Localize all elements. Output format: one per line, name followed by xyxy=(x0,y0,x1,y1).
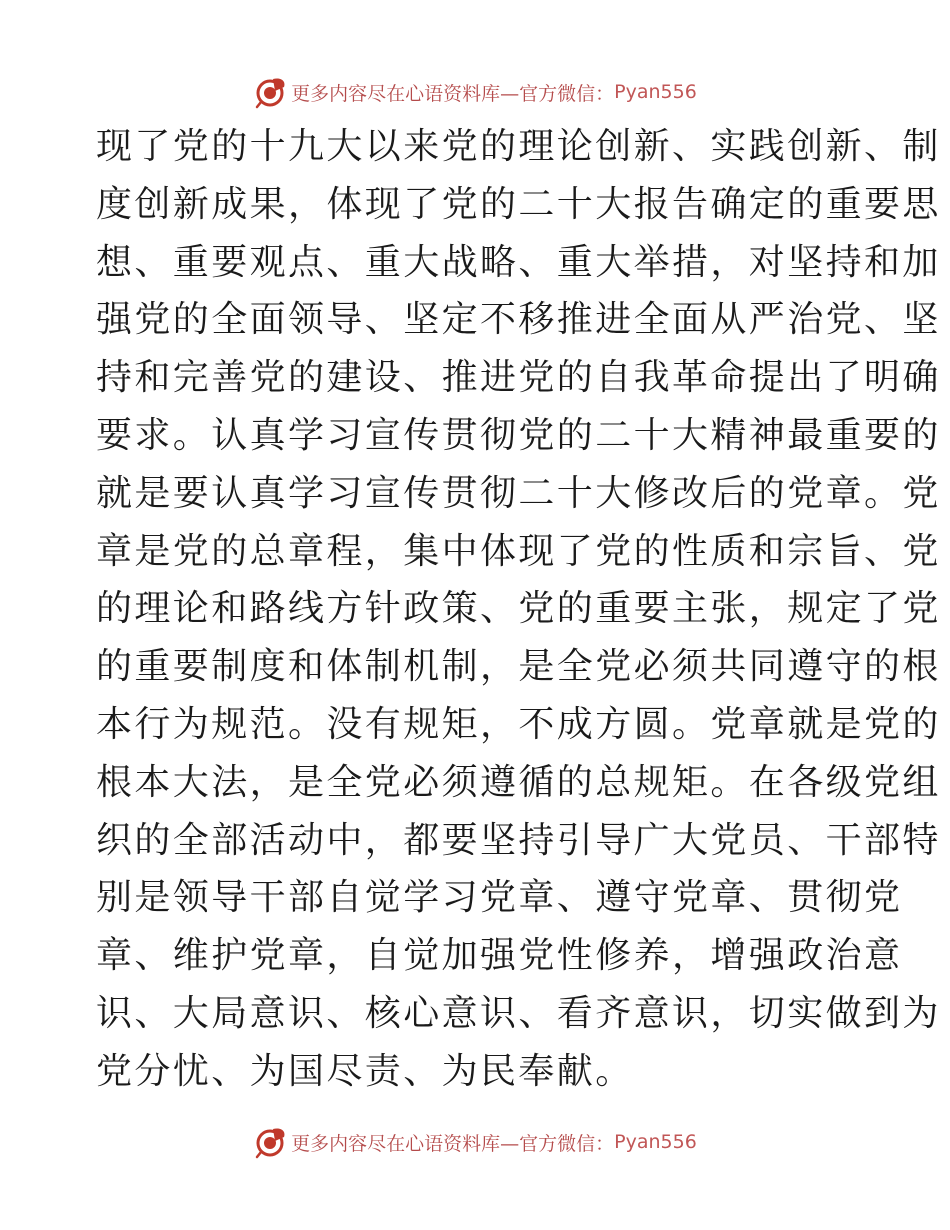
body-line: 识、大局意识、核心意识、看齐意识，切实做到为 xyxy=(96,992,941,1034)
body-line: 的理论和路线方针政策、党的重要主张，规定了党 xyxy=(96,588,941,630)
quill-logo-icon xyxy=(253,1125,287,1159)
body-line: 织的全部活动中，都要坚持引导广大党员、干部特 xyxy=(96,819,941,861)
footer-wechat-id: Pyan556 xyxy=(614,1131,697,1153)
body-line: 党分忧、为国尽责、为民奉献。 xyxy=(96,1050,634,1092)
body-line: 度创新成果，体现了党的二十大报告确定的重要思 xyxy=(96,183,941,225)
body-line: 要求。认真学习宣传贯彻党的二十大精神最重要的 xyxy=(96,414,941,456)
body-line: 章是党的总章程，集中体现了党的性质和宗旨、党 xyxy=(96,530,941,572)
header-wechat-id: Pyan556 xyxy=(614,81,697,103)
body-line: 持和完善党的建设、推进党的自我革命提出了明确 xyxy=(96,357,941,399)
body-line: 章、维护党章，自觉加强党性修养，增强政治意 xyxy=(96,935,903,977)
document-body xyxy=(96,118,941,1101)
body-line: 本行为规范。没有规矩，不成方圆。党章就是党的 xyxy=(96,703,941,745)
body-line: 根本大法，是全党必须遵循的总规矩。在各级党组 xyxy=(96,761,941,803)
body-line: 现了党的十九大以来党的理论创新、实践创新、制 xyxy=(96,126,941,167)
body-line: 别是领导干部自觉学习党章、遵守党章、贯彻党 xyxy=(96,877,903,919)
body-line: 就是要认真学习宣传贯彻二十大修改后的党章。党 xyxy=(96,472,941,514)
footer-banner-text: 更多内容尽在心语资料库—官方微信： xyxy=(291,1132,615,1155)
body-line: 的重要制度和体制机制，是全党必须共同遵守的根 xyxy=(96,646,941,688)
quill-logo-icon xyxy=(253,75,287,109)
header-banner xyxy=(0,72,950,112)
body-line: 强党的全面领导、坚定不移推进全面从严治党、坚 xyxy=(96,299,941,341)
body-line: 想、重要观点、重大战略、重大举措，对坚持和加 xyxy=(96,241,941,283)
header-banner-text: 更多内容尽在心语资料库—官方微信： xyxy=(291,82,615,105)
footer-banner xyxy=(0,1122,950,1162)
